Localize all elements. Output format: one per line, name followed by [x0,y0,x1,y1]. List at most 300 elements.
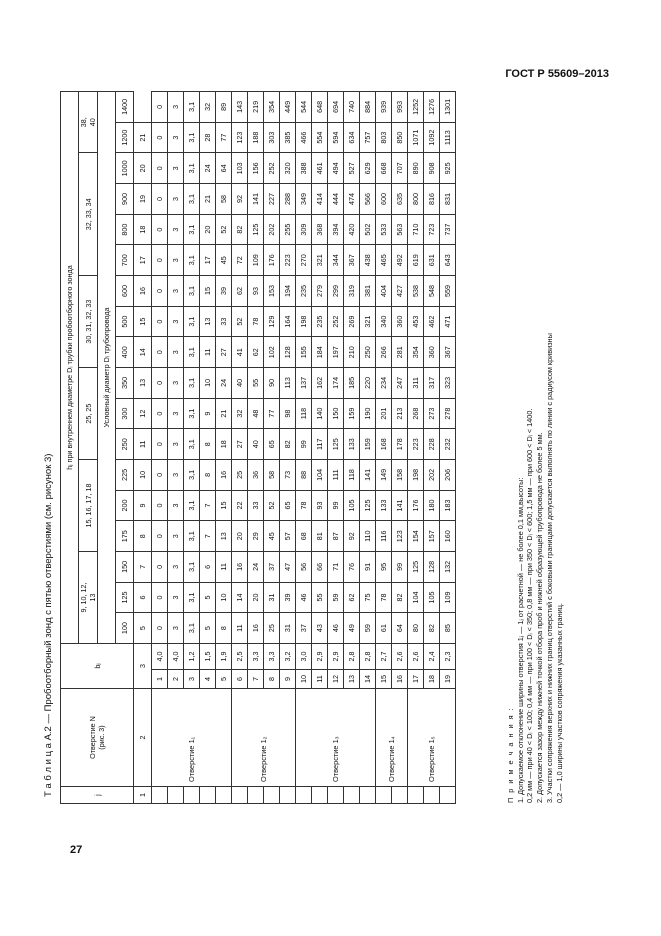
header-cond-title: Условный диаметр Dᵢ трубопровода [98,92,116,644]
table-cell: 3,1 [184,122,200,153]
table-cell: 58 [264,460,280,491]
table-cell: 7 [200,521,216,552]
table-cell: 3 [168,490,184,521]
table-cell: 635 [392,184,408,215]
table-cell: 47 [280,552,296,583]
table-cell: 354 [264,92,280,123]
table-cell: 15 [216,490,232,521]
index-cell: 6 [134,582,152,613]
table-cell: 28 [200,122,216,153]
cell-j [312,787,328,804]
table-cell: 723 [424,214,440,245]
table-cell: 3 [168,368,184,399]
table-cell: 62 [248,337,264,368]
table-cell: 158 [392,460,408,491]
cell-j [184,787,200,804]
table-cell: 37 [264,552,280,583]
table-cell: 299 [328,276,344,307]
table-cell: 17 [200,245,216,276]
table-cell: 3 [168,245,184,276]
table-cell: 0 [152,460,168,491]
table-cell: 16 [248,613,264,644]
table-cell: 0 [152,521,168,552]
table-cell: 273 [424,398,440,429]
document-code: ГОСТ Р 55609–2013 [505,68,609,80]
table-cell: 223 [408,429,424,460]
table-cell: 803 [376,122,392,153]
table-cell: 16 [216,460,232,491]
table-cell: 55 [312,582,328,613]
note-line: 0,2 — 1,0 ширины участков сопряжения указанных границ. [554,603,564,803]
table-cell: 125 [360,490,376,521]
table-cell: 3,0 [296,643,312,669]
table-cell: 629 [360,153,376,184]
table-cell: 3,1 [184,337,200,368]
header-diameter: 225 [116,460,134,491]
table-cell: 91 [360,552,376,583]
page-number: 27 [70,844,83,856]
table-cell: 3,1 [184,521,200,552]
row-index: 18 [424,670,440,689]
table-cell: 394 [328,214,344,245]
header-diameter: 1200 [116,122,134,153]
table-cell: 21 [200,184,216,215]
table-cell: 125 [408,552,424,583]
table-cell: 46 [328,613,344,644]
table-cell: 427 [392,276,408,307]
table-cell: 164 [280,306,296,337]
index-cell: 8 [134,521,152,552]
table-cell: 227 [264,184,280,215]
table-cell: 93 [312,490,328,521]
table-cell: 1,9 [216,643,232,669]
table-cell: 0 [152,92,168,123]
header-group: 9, 10, 12, 13 [79,552,98,644]
table-cell: 461 [312,153,328,184]
table-cell: 92 [232,184,248,215]
table-cell: 7 [200,490,216,521]
cell-j [344,787,360,804]
table-cell: 62 [344,582,360,613]
table-cell: 3,1 [184,276,200,307]
cell-j [296,787,312,804]
table-cell: 76 [344,552,360,583]
table-cell: 92 [344,521,360,552]
table-cell: 0 [152,552,168,583]
row-index: 12 [328,670,344,689]
table-cell: 554 [312,122,328,153]
table-cell: 367 [344,245,360,276]
row-index: 8 [264,670,280,689]
table-cell: 228 [424,429,440,460]
table-cell: 40 [232,368,248,399]
table-cell: 168 [376,429,392,460]
table-cell: 816 [424,184,440,215]
table-cell: 319 [344,276,360,307]
table-cell: 82 [280,429,296,460]
table-cell: 77 [216,122,232,153]
table-caption: Т а б л и ц а А.2 — Пробоотборный зонд с пятью отверстиями (см. рисунок 3) [43,453,54,797]
header-diameter: 400 [116,337,134,368]
table-cell: 99 [328,490,344,521]
table-cell: 321 [360,306,376,337]
index-cell: 13 [134,368,152,399]
index-cell: 2 [134,689,152,787]
table-cell: 90 [264,368,280,399]
table-cell: 890 [408,153,424,184]
table-cell: 157 [424,521,440,552]
cell-j [264,787,280,804]
table-cell: 58 [216,184,232,215]
table-cell: 117 [312,429,328,460]
row-index: 1 [152,670,168,689]
table-cell: 494 [328,153,344,184]
header-diameter: 125 [116,582,134,613]
table-cell: 82 [424,613,440,644]
table-cell: 0 [152,429,168,460]
table-cell: 381 [360,276,376,307]
table-cell: 133 [344,429,360,460]
table-cell: 344 [328,245,344,276]
table-cell: 176 [408,490,424,521]
table-cell: 3 [168,460,184,491]
table-cell: 73 [280,460,296,491]
row-index: 5 [216,670,232,689]
table-cell: 232 [440,429,456,460]
table-cell: 0 [152,337,168,368]
table-cell: 3,1 [184,153,200,184]
cell-j [168,787,184,804]
table-cell: 109 [248,245,264,276]
table-cell: 80 [408,613,424,644]
table-cell: 0 [152,184,168,215]
index-cell: 19 [134,184,152,215]
table-cell: 250 [360,337,376,368]
table-cell: 925 [440,153,456,184]
table-cell: 183 [440,490,456,521]
table-cell: 247 [392,368,408,399]
table-cell: 133 [376,490,392,521]
table-cell: 8 [200,460,216,491]
table-cell: 502 [360,214,376,245]
table-cell: 3,1 [184,490,200,521]
table-cell: 453 [408,306,424,337]
table-cell: 109 [440,582,456,613]
table-cell: 3 [168,429,184,460]
table-cell: 414 [312,184,328,215]
table-cell: 71 [328,552,344,583]
index-cell: 9 [134,490,152,521]
table-cell: 648 [312,92,328,123]
table-cell: 2,7 [376,643,392,669]
table-cell: 269 [344,306,360,337]
index-cell: 20 [134,153,152,184]
table-cell: 3 [168,122,184,153]
table-cell: 559 [440,276,456,307]
table-cell: 59 [360,613,376,644]
table-cell: 850 [392,122,408,153]
header-diameter: 600 [116,276,134,307]
table-cell: 129 [264,306,280,337]
row-index: 3 [184,670,200,689]
table-cell: 3 [168,306,184,337]
table-cell: 385 [280,122,296,153]
cell-j [232,787,248,804]
table-cell: 3,1 [184,460,200,491]
table-cell: 190 [360,398,376,429]
table-cell: 668 [376,153,392,184]
table-cell: 3 [168,92,184,123]
table-cell: 3 [168,276,184,307]
table-cell: 64 [392,613,408,644]
row-index: 16 [392,670,408,689]
table-cell: 125 [248,214,264,245]
header-diameter: 500 [116,306,134,337]
table-cell: 471 [440,306,456,337]
table-cell: 89 [216,92,232,123]
table-cell: 85 [440,613,456,644]
table-cell: 141 [248,184,264,215]
header-diameter: 150 [116,552,134,583]
table-cell: 0 [152,276,168,307]
table-cell: 368 [312,214,328,245]
table-cell: 3,1 [184,398,200,429]
index-cell: 7 [134,552,152,583]
header-diameter: 175 [116,521,134,552]
table-cell: 694 [328,92,344,123]
table-cell: 4,0 [152,643,168,669]
header-diameter: 350 [116,368,134,399]
table-cell: 61 [376,613,392,644]
table-cell: 219 [248,92,264,123]
table-cell: 449 [280,92,296,123]
table-cell: 3 [168,184,184,215]
table-cell: 563 [392,214,408,245]
table-cell: 311 [408,368,424,399]
table-row [152,92,168,804]
hole-label: Отверстие 1₄ [376,689,408,787]
header-hole: Отверстие N (рис. 3) [61,689,134,787]
table-cell: 2,9 [328,643,344,669]
table-cell: 317 [424,368,440,399]
header-j: j [61,787,134,804]
table-cell: 533 [376,214,392,245]
table-cell: 140 [312,398,328,429]
hole-label: Отверстие 1₃ [296,689,376,787]
table-cell: 36 [248,460,264,491]
table-cell: 420 [344,214,360,245]
index-cell: 1 [134,787,152,804]
table-cell: 1113 [440,122,456,153]
table-cell: 278 [440,398,456,429]
table-cell: 40 [248,429,264,460]
table-cell: 116 [376,521,392,552]
cell-j [440,787,456,804]
index-cell: 21 [134,122,152,153]
table-cell: 154 [408,521,424,552]
table-cell: 59 [328,582,344,613]
table-cell: 2,5 [232,643,248,669]
table-cell: 3 [168,552,184,583]
table-cell: 39 [216,276,232,307]
table-cell: 3 [168,398,184,429]
table-cell: 266 [376,337,392,368]
table-row [376,92,392,804]
table-cell: 548 [424,276,440,307]
table-cell: 153 [264,276,280,307]
table-cell: 213 [392,398,408,429]
header-group: 15, 16, 17, 18 [79,460,98,552]
table-cell: 180 [424,490,440,521]
table-cell: 9 [200,398,216,429]
table-cell: 268 [408,398,424,429]
table-cell: 3,3 [264,643,280,669]
table-cell: 46 [296,582,312,613]
table-cell: 0 [152,582,168,613]
table-cell: 78 [248,306,264,337]
notes-title: П р и м е ч а н и я : [506,706,515,803]
table-cell: 3 [168,613,184,644]
table-cell: 22 [232,490,248,521]
table-cell: 206 [440,460,456,491]
table-cell: 66 [312,552,328,583]
table-cell: 3,1 [184,582,200,613]
table-cell: 3,1 [184,552,200,583]
cell-j [408,787,424,804]
table-cell: 98 [280,398,296,429]
table-cell: 132 [440,552,456,583]
table-cell: 0 [152,122,168,153]
table-cell: 462 [424,306,440,337]
header-group: 25, 25 [79,368,98,460]
table-cell: 235 [312,306,328,337]
table-cell: 39 [280,582,296,613]
row-index: 2 [168,670,184,689]
table-cell: 111 [328,460,344,491]
table-cell: 118 [344,460,360,491]
table-cell: 281 [392,337,408,368]
table-cell: 538 [408,276,424,307]
table-cell: 1252 [408,92,424,123]
table-cell: 198 [408,460,424,491]
index-cell: 15 [134,306,152,337]
table-cell: 2,6 [408,643,424,669]
row-index: 4 [200,670,216,689]
table-cell: 99 [392,552,408,583]
table-cell: 2,4 [424,643,440,669]
table-cell: 234 [376,368,392,399]
index-cell: 10 [134,460,152,491]
table-cell: 939 [376,92,392,123]
table-cell: 33 [216,306,232,337]
table-cell: 149 [376,460,392,491]
table-cell: 110 [360,521,376,552]
table-cell: 388 [296,153,312,184]
table-cell: 757 [360,122,376,153]
table-cell: 235 [296,276,312,307]
table-cell: 159 [360,429,376,460]
row-index: 10 [296,670,312,689]
table-cell: 288 [280,184,296,215]
table-cell: 367 [440,337,456,368]
table-cell: 20 [248,582,264,613]
table-cell: 184 [312,337,328,368]
hole-label: Отверстие 1₅ [408,689,456,787]
table-cell: 13 [200,306,216,337]
table-cell: 321 [312,245,328,276]
table-cell: 37 [296,613,312,644]
table-cell: 309 [296,214,312,245]
row-index: 13 [344,670,360,689]
table-cell: 2,6 [392,643,408,669]
table-cell: 1301 [440,92,456,123]
table-cell: 492 [392,245,408,276]
table-cell: 13 [216,521,232,552]
table-cell: 11 [216,552,232,583]
table-cell: 465 [376,245,392,276]
table-cell: 197 [328,337,344,368]
table-cell: 137 [296,368,312,399]
header-group: 32, 33, 34 [79,153,98,276]
table-cell: 3,1 [184,184,200,215]
table-cell: 3,1 [184,214,200,245]
table-cell: 95 [376,552,392,583]
index-cell: 17 [134,245,152,276]
table-cell: 27 [216,337,232,368]
table-cell: 62 [232,276,248,307]
table-cell: 93 [248,276,264,307]
table-cell: 56 [296,552,312,583]
table-cell: 0 [152,306,168,337]
table-cell: 20 [200,214,216,245]
table-cell: 740 [344,92,360,123]
table-cell: 78 [376,582,392,613]
row-index: 14 [360,670,376,689]
table-cell: 150 [328,398,344,429]
table-cell: 72 [232,245,248,276]
table-cell: 128 [424,552,440,583]
note-line: 1. Допускаемое отклонение ширины отверстия 1ⱼ — 1ⱼ от расчетной — не более 0,1 мм,высоты: [515,477,525,803]
table-cell: 11 [232,613,248,644]
row-index: 7 [248,670,264,689]
table-cell: 25 [232,460,248,491]
table-frame [60,91,498,804]
table-cell: 143 [232,92,248,123]
table-cell: 3 [168,582,184,613]
table-cell: 634 [344,122,360,153]
table-cell: 0 [152,245,168,276]
index-cell: 5 [134,613,152,644]
row-index: 19 [440,670,456,689]
table-cell: 45 [264,521,280,552]
table-cell: 3,3 [248,643,264,669]
notes-block [506,91,564,803]
table-cell: 3 [168,521,184,552]
table-cell: 631 [424,245,440,276]
header-diameter: 1000 [116,153,134,184]
table-cell: 18 [216,429,232,460]
header-group: 30, 31, 32, 33 [79,276,98,368]
table-cell: 82 [232,214,248,245]
cell-j [376,787,392,804]
row-index: 9 [280,670,296,689]
cell-j [200,787,216,804]
table-cell: 2,3 [440,643,456,669]
table-cell: 65 [280,490,296,521]
table-cell: 643 [440,245,456,276]
table-cell: 77 [264,398,280,429]
cell-j [392,787,408,804]
